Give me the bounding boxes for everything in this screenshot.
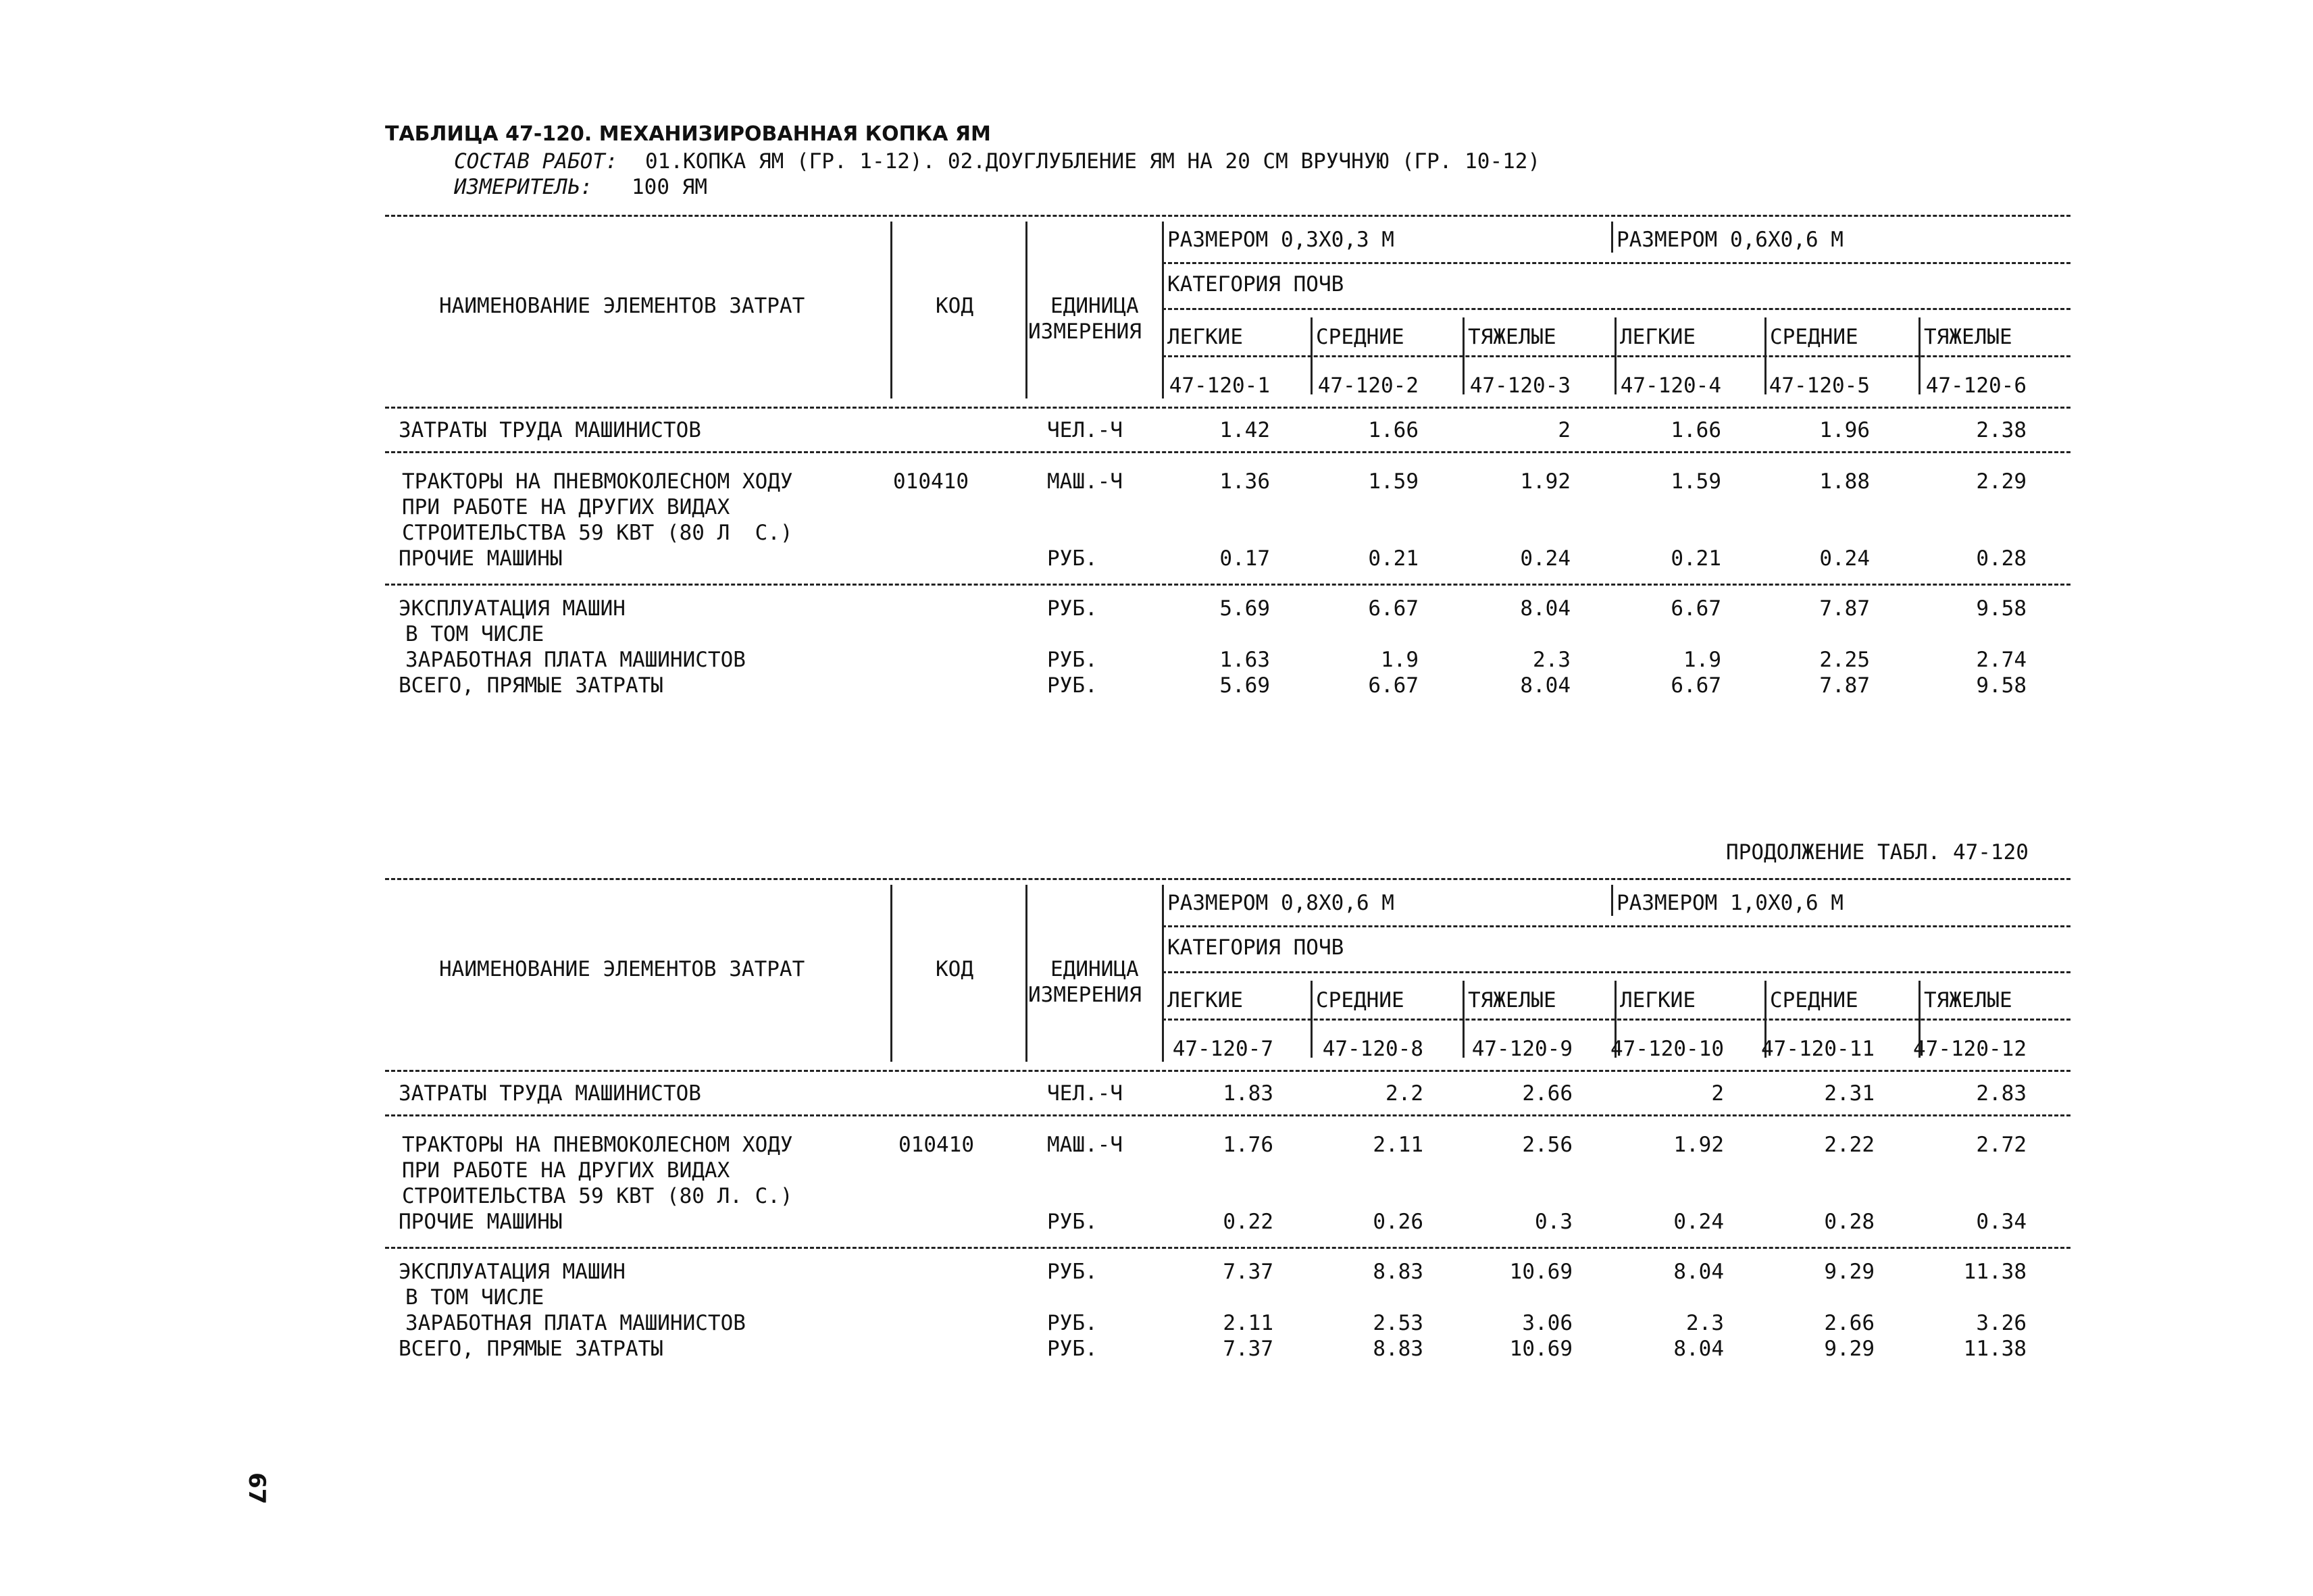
- row-value: 2.3: [1533, 648, 1571, 672]
- row-value: 3.26: [1976, 1311, 2027, 1335]
- row-unit: РУБ.: [1047, 1210, 1098, 1234]
- row-value: 7.87: [1819, 673, 1870, 698]
- row-value: 0.21: [1671, 546, 1721, 571]
- continuation-note: ПРОДОЛЖЕНИЕ ТАБЛ. 47-120: [1726, 840, 2029, 865]
- rule: [385, 584, 2070, 586]
- row-name: В ТОМ ЧИСЛЕ: [405, 1285, 544, 1310]
- row-unit: РУБ.: [1047, 596, 1098, 621]
- norm-code: 47-120-3: [1469, 374, 1571, 398]
- row-value: 2: [1711, 1081, 1724, 1106]
- row-value: 1.96: [1819, 418, 1870, 442]
- soil-type: ТЯЖЕЛЫЕ: [1924, 988, 2012, 1012]
- row-value: 9.58: [1976, 596, 2027, 621]
- row-value: 9.29: [1824, 1260, 1875, 1284]
- norm-code: 47-120-7: [1172, 1037, 1273, 1061]
- header-unit: ЕДИНИЦА: [1050, 957, 1139, 981]
- row-value: 1.66: [1368, 418, 1419, 442]
- size-a: РАЗМЕРОМ 0,8Х0,6 М: [1167, 891, 1394, 915]
- row-name: ВСЕГО, ПРЯМЫЕ ЗАТРАТЫ: [399, 673, 663, 698]
- row-value: 11.38: [1963, 1337, 2027, 1361]
- rule: [385, 1070, 2070, 1072]
- row-name: ЗАРАБОТНАЯ ПЛАТА МАШИНИСТОВ: [405, 1311, 746, 1335]
- row-value: 0.21: [1368, 546, 1419, 571]
- composition-text: 01.КОПКА ЯМ (ГР. 1-12). 02.ДОУГЛУБЛЕНИЕ ЯМ НА 20 СМ ВРУЧНУЮ (ГР. 10-12): [645, 149, 1541, 174]
- column-divider: [1025, 222, 1027, 398]
- row-value: 7.37: [1223, 1337, 1273, 1361]
- row-value: 6.67: [1368, 596, 1419, 621]
- norm-code: 47-120-2: [1317, 374, 1419, 398]
- rule: [385, 1114, 2070, 1116]
- row-value: 2.38: [1976, 418, 2027, 442]
- rule: [385, 878, 2070, 880]
- soil-type: ТЯЖЕЛЫЕ: [1468, 988, 1556, 1012]
- measure-text: 100 ЯМ: [632, 175, 707, 199]
- row-value: 1.59: [1368, 469, 1419, 494]
- row-value: 1.42: [1219, 418, 1270, 442]
- row-value: 1.76: [1223, 1133, 1273, 1157]
- row-unit: РУБ.: [1047, 1311, 1098, 1335]
- row-name: В ТОМ ЧИСЛЕ: [405, 622, 544, 646]
- row-value: 2.66: [1522, 1081, 1573, 1106]
- row-value: 2.53: [1373, 1311, 1423, 1335]
- row-value: 2: [1558, 418, 1571, 442]
- row-value: 10.69: [1509, 1260, 1573, 1284]
- row-value: 9.58: [1976, 673, 2027, 698]
- column-divider: [1025, 885, 1027, 1062]
- row-value: 1.59: [1671, 469, 1721, 494]
- row-value: 6.67: [1368, 673, 1419, 698]
- row-value: 2.11: [1223, 1311, 1273, 1335]
- row-value: 2.25: [1819, 648, 1870, 672]
- rule: [1162, 308, 2070, 310]
- soil-type: СРЕДНИЕ: [1316, 988, 1404, 1012]
- header-unit: ИЗМЕРЕНИЯ: [1028, 983, 1142, 1007]
- row-value: 5.69: [1219, 596, 1270, 621]
- rule: [385, 215, 2070, 217]
- row-value: 3.06: [1522, 1311, 1573, 1335]
- row-value: 1.88: [1819, 469, 1870, 494]
- soil-type: ЛЕГКИЕ: [1167, 988, 1243, 1012]
- row-value: 11.38: [1963, 1260, 2027, 1284]
- row-name: ПРИ РАБОТЕ НА ДРУГИХ ВИДАХ: [402, 495, 730, 519]
- resource-code: 010410: [898, 1133, 974, 1157]
- rule: [1162, 262, 2070, 264]
- row-name: ТРАКТОРЫ НА ПНЕВМОКОЛЕСНОМ ХОДУ: [402, 1133, 793, 1157]
- row-value: 0.24: [1673, 1210, 1724, 1234]
- column-divider: [890, 885, 892, 1062]
- row-name: ПРОЧИЕ МАШИНЫ: [399, 546, 563, 571]
- row-name: ЗАРАБОТНАЯ ПЛАТА МАШИНИСТОВ: [405, 648, 746, 672]
- row-value: 8.83: [1373, 1260, 1423, 1284]
- row-value: 7.87: [1819, 596, 1870, 621]
- row-value: 0.22: [1223, 1210, 1273, 1234]
- row-value: 1.92: [1520, 469, 1571, 494]
- row-value: 6.67: [1671, 673, 1721, 698]
- column-divider: [1162, 222, 1164, 398]
- norm-code: 47-120-11: [1761, 1037, 1875, 1061]
- soil-type: ЛЕГКИЕ: [1620, 988, 1696, 1012]
- norm-code: 47-120-10: [1610, 1037, 1724, 1061]
- norm-code: 47-120-4: [1620, 374, 1721, 398]
- rule: [385, 1247, 2070, 1249]
- row-unit: РУБ.: [1047, 648, 1098, 672]
- row-value: 2.22: [1824, 1133, 1875, 1157]
- soil-type: СРЕДНИЕ: [1770, 988, 1858, 1012]
- header-name: НАИМЕНОВАНИЕ ЭЛЕМЕНТОВ ЗАТРАТ: [439, 294, 805, 318]
- soil-type: ЛЕГКИЕ: [1620, 325, 1696, 349]
- column-divider: [890, 222, 892, 398]
- row-value: 2.74: [1976, 648, 2027, 672]
- resource-code: 010410: [893, 469, 969, 494]
- row-value: 2.56: [1522, 1133, 1573, 1157]
- row-value: 0.24: [1520, 546, 1571, 571]
- row-value: 9.29: [1824, 1337, 1875, 1361]
- row-value: 0.28: [1976, 546, 2027, 571]
- row-name: ЗАТРАТЫ ТРУДА МАШИНИСТОВ: [399, 1081, 701, 1106]
- row-name: ТРАКТОРЫ НА ПНЕВМОКОЛЕСНОМ ХОДУ: [402, 469, 793, 494]
- measure-label: ИЗМЕРИТЕЛЬ:: [454, 175, 593, 199]
- row-name: ЭКСПЛУАТАЦИЯ МАШИН: [399, 1260, 626, 1284]
- row-value: 2.66: [1824, 1311, 1875, 1335]
- rule: [385, 407, 2070, 409]
- row-value: 1.92: [1673, 1133, 1724, 1157]
- row-value: 8.04: [1673, 1337, 1724, 1361]
- row-unit: РУБ.: [1047, 546, 1098, 571]
- row-value: 2.31: [1824, 1081, 1875, 1106]
- row-name: ЭКСПЛУАТАЦИЯ МАШИН: [399, 596, 626, 621]
- row-value: 8.04: [1520, 673, 1571, 698]
- row-value: 2.29: [1976, 469, 2027, 494]
- row-unit: МАШ.-Ч: [1047, 1133, 1123, 1157]
- column-divider: [1611, 222, 1613, 253]
- row-value: 0.26: [1373, 1210, 1423, 1234]
- rule: [1162, 925, 2070, 927]
- row-value: 1.83: [1223, 1081, 1273, 1106]
- header-unit: ЕДИНИЦА: [1050, 294, 1139, 318]
- row-value: 6.67: [1671, 596, 1721, 621]
- row-unit: РУБ.: [1047, 1337, 1098, 1361]
- row-value: 0.28: [1824, 1210, 1875, 1234]
- row-name: ПРИ РАБОТЕ НА ДРУГИХ ВИДАХ: [402, 1158, 730, 1183]
- norm-code: 47-120-9: [1471, 1037, 1573, 1061]
- row-value: 2.83: [1976, 1081, 2027, 1106]
- row-value: 10.69: [1509, 1337, 1573, 1361]
- soil-category: КАТЕГОРИЯ ПОЧВ: [1167, 272, 1344, 297]
- row-name: ЗАТРАТЫ ТРУДА МАШИНИСТОВ: [399, 418, 701, 442]
- row-unit: РУБ.: [1047, 1260, 1098, 1284]
- row-value: 5.69: [1219, 673, 1270, 698]
- table-title: ТАБЛИЦА 47-120. МЕХАНИЗИРОВАННАЯ КОПКА ЯМ: [385, 122, 991, 146]
- norm-code: 47-120-8: [1322, 1037, 1423, 1061]
- header-code: КОД: [936, 294, 973, 318]
- header-name: НАИМЕНОВАНИЕ ЭЛЕМЕНТОВ ЗАТРАТ: [439, 957, 805, 981]
- row-value: 8.04: [1673, 1260, 1724, 1284]
- row-value: 0.34: [1976, 1210, 2027, 1234]
- row-unit: МАШ.-Ч: [1047, 469, 1123, 494]
- row-value: 0.17: [1219, 546, 1270, 571]
- row-value: 2.11: [1373, 1133, 1423, 1157]
- row-unit: ЧЕЛ.-Ч: [1047, 418, 1123, 442]
- rule: [385, 451, 2070, 453]
- page-number: 67: [243, 1472, 270, 1505]
- row-unit: ЧЕЛ.-Ч: [1047, 1081, 1123, 1106]
- soil-type: ТЯЖЕЛЫЕ: [1468, 325, 1556, 349]
- header-unit: ИЗМЕРЕНИЯ: [1028, 319, 1142, 344]
- size-b: РАЗМЕРОМ 0,6Х0,6 М: [1617, 228, 1844, 252]
- size-b: РАЗМЕРОМ 1,0Х0,6 М: [1617, 891, 1844, 915]
- row-value: 8.04: [1520, 596, 1571, 621]
- norm-code: 47-120-1: [1169, 374, 1270, 398]
- row-value: 1.9: [1381, 648, 1419, 672]
- soil-type: СРЕДНИЕ: [1316, 325, 1404, 349]
- header-code: КОД: [936, 957, 973, 981]
- row-value: 2.2: [1386, 1081, 1423, 1106]
- row-value: 2.3: [1686, 1311, 1724, 1335]
- row-name: ПРОЧИЕ МАШИНЫ: [399, 1210, 563, 1234]
- row-value: 7.37: [1223, 1260, 1273, 1284]
- norm-code: 47-120-5: [1769, 374, 1870, 398]
- rule: [1162, 971, 2070, 973]
- soil-type: ЛЕГКИЕ: [1167, 325, 1243, 349]
- column-divider: [1162, 885, 1164, 1062]
- row-name: ВСЕГО, ПРЯМЫЕ ЗАТРАТЫ: [399, 1337, 663, 1361]
- row-value: 1.66: [1671, 418, 1721, 442]
- norm-code: 47-120-6: [1925, 374, 2027, 398]
- row-value: 1.9: [1683, 648, 1721, 672]
- row-value: 2.72: [1976, 1133, 2027, 1157]
- row-value: 8.83: [1373, 1337, 1423, 1361]
- row-name: СТРОИТЕЛЬСТВА 59 КВТ (80 Л. С.): [402, 1184, 793, 1208]
- row-value: 1.63: [1219, 648, 1270, 672]
- row-value: 0.3: [1535, 1210, 1573, 1234]
- row-value: 1.36: [1219, 469, 1270, 494]
- soil-type: ТЯЖЕЛЫЕ: [1924, 325, 2012, 349]
- composition-label: СОСТАВ РАБОТ:: [454, 149, 618, 174]
- norm-code: 47-120-12: [1913, 1037, 2027, 1061]
- row-unit: РУБ.: [1047, 673, 1098, 698]
- column-divider: [1611, 885, 1613, 916]
- size-a: РАЗМЕРОМ 0,3Х0,3 М: [1167, 228, 1394, 252]
- soil-category: КАТЕГОРИЯ ПОЧВ: [1167, 935, 1344, 960]
- soil-type: СРЕДНИЕ: [1770, 325, 1858, 349]
- row-value: 0.24: [1819, 546, 1870, 571]
- row-name: СТРОИТЕЛЬСТВА 59 КВТ (80 Л С.): [402, 521, 793, 545]
